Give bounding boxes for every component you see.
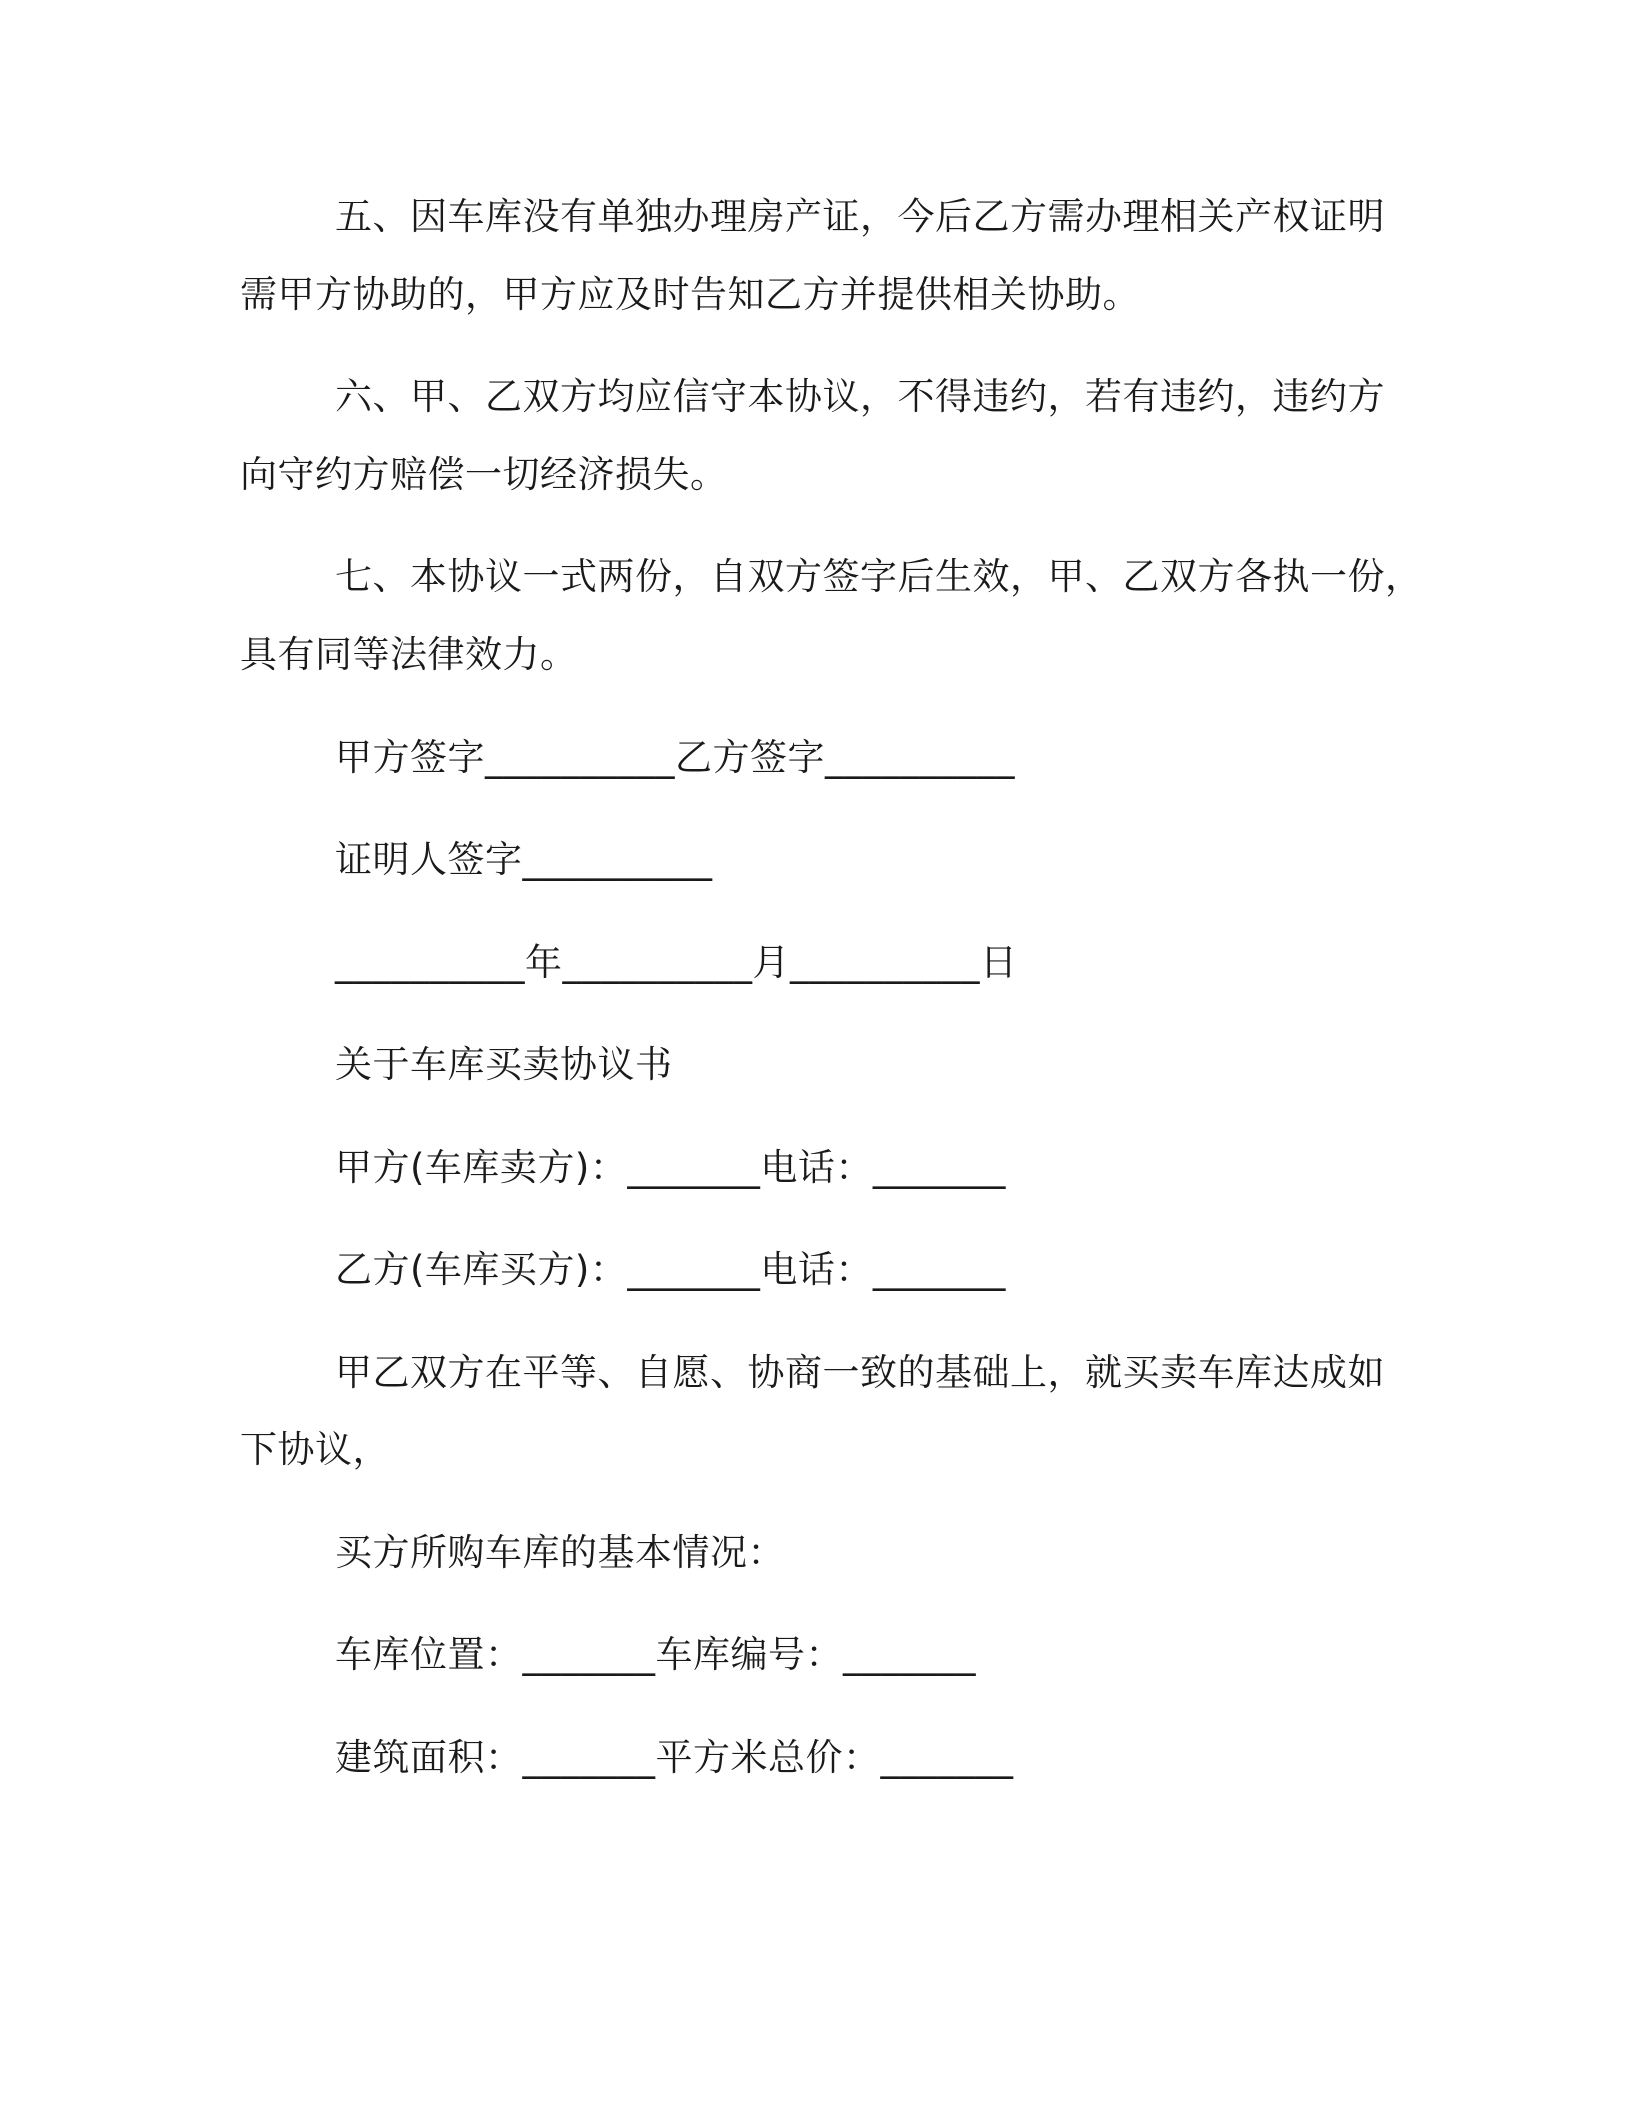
- party-b-line: 乙方(车库买方)：_______电话：_______: [335, 1248, 1006, 1291]
- agreement-title: 关于车库买卖协议书: [335, 1043, 673, 1086]
- basics-heading: 买方所购车库的基本情况：: [335, 1531, 785, 1574]
- clause-6-line-1: 六、甲、乙双方均应信守本协议，不得违约，若有违约，违约方: [335, 375, 1385, 418]
- signature-date: __________年__________月__________日: [335, 941, 1018, 984]
- clause-6-line-2: 向守约方赔偿一切经济损失。: [240, 453, 728, 496]
- clause-5-line-1: 五、因车库没有单独办理房产证，今后乙方需办理相关产权证明: [335, 195, 1385, 238]
- witness-signature: 证明人签字__________: [335, 838, 713, 881]
- clause-7-line-1: 七、本协议一式两份，自双方签字后生效，甲、乙双方各执一份，: [335, 555, 1423, 598]
- garage-location-line: 车库位置：_______车库编号：_______: [335, 1633, 976, 1676]
- party-a-line: 甲方(车库卖方)：_______电话：_______: [335, 1146, 1006, 1189]
- clause-5-line-2: 需甲方协助的，甲方应及时告知乙方并提供相关协助。: [240, 273, 1140, 316]
- garage-area-line: 建筑面积：_______平方米总价：_______: [335, 1736, 1014, 1779]
- preamble-line-2: 下协议，: [240, 1428, 390, 1471]
- clause-7-line-2: 具有同等法律效力。: [240, 633, 578, 676]
- preamble-line-1: 甲乙双方在平等、自愿、协商一致的基础上，就买卖车库达成如: [335, 1351, 1385, 1394]
- party-signatures: 甲方签字__________乙方签字__________: [335, 736, 1015, 779]
